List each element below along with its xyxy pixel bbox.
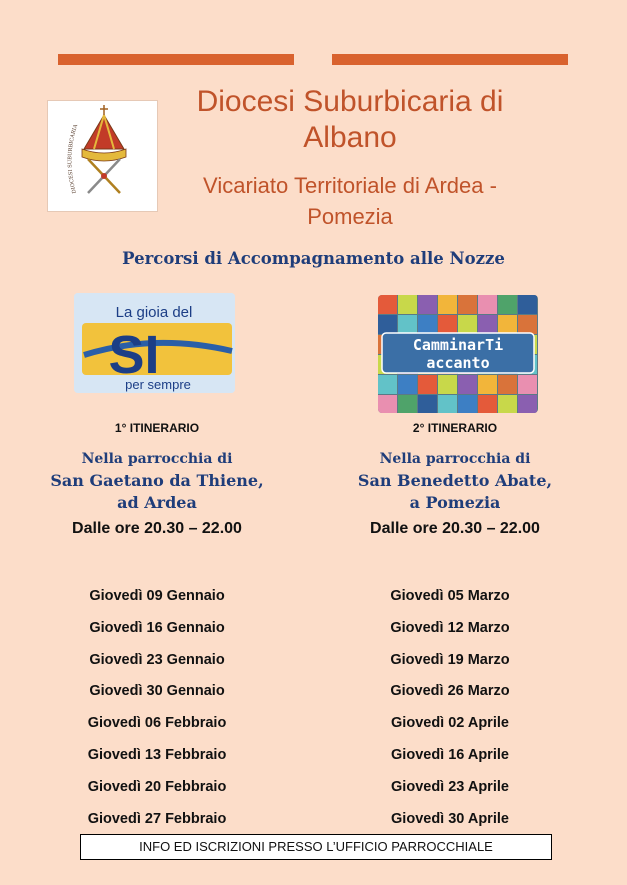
itinerary-1-image-text-top: La gioia del — [115, 304, 193, 321]
mosaic-tile — [498, 395, 517, 413]
itinerary-1-label: 1° ITINERARIO — [114, 421, 200, 435]
mosaic-tile — [398, 375, 417, 394]
page-title: Diocesi Suburbicaria di Albano — [196, 85, 504, 154]
itinerary-2-parish-name: San Benedetto Abate, — [357, 470, 553, 490]
itinerary-2-time: Dalle ore 20.30 – 22.00 — [370, 520, 540, 537]
mosaic-tile — [458, 295, 477, 314]
diocese-logo — [48, 101, 157, 211]
date-item: Giovedì 09 Gennaio — [89, 588, 225, 604]
itinerary-1-image — [74, 293, 235, 393]
mosaic-tile — [458, 315, 477, 334]
itinerary-1-image-text-big: SI — [108, 325, 160, 385]
mosaic-tile — [378, 295, 397, 314]
mosaic-tile — [498, 295, 517, 314]
date-item: Giovedì 30 Gennaio — [89, 683, 225, 700]
mosaic-tile — [458, 395, 477, 413]
date-item: Giovedì 05 Marzo — [390, 588, 510, 604]
mosaic-tile — [378, 395, 397, 413]
top-decorative-bar-right — [332, 54, 568, 65]
mosaic-tile — [518, 395, 537, 413]
itinerary-2-image — [378, 295, 538, 413]
mosaic-tile — [418, 315, 437, 334]
mosaic-tile — [478, 295, 497, 314]
mosaic-tile — [378, 375, 397, 394]
mosaic-tile — [398, 315, 417, 334]
itinerary-2-label: 2° ITINERARIO — [412, 421, 498, 435]
itinerary-1-time: Dalle ore 20.30 – 22.00 — [72, 520, 242, 537]
mosaic-tile — [518, 375, 537, 394]
itinerary-2-parish-place: a Pomezia — [409, 492, 501, 512]
date-item: Giovedì 12 Marzo — [390, 619, 510, 636]
date-item: Giovedì 06 Febbraio — [87, 715, 227, 732]
mosaic-tile — [518, 315, 537, 334]
logo-arc-text: DIOCESI SUBURBICARIA — [67, 123, 80, 194]
itinerary-2-parish-intro: Nella parrocchia di — [379, 451, 531, 467]
mosaic-tile — [478, 375, 497, 394]
section-title: Percorsi di Accompagnamento alle Nozze — [122, 249, 505, 268]
mosaic-tile — [418, 395, 437, 413]
mosaic-tile — [438, 295, 457, 314]
date-item: Giovedì 13 Febbraio — [87, 746, 227, 763]
itinerary-2-parish — [310, 450, 600, 514]
mosaic-tile — [478, 395, 497, 413]
itinerary-1-parish — [12, 450, 302, 514]
date-item: Giovedì 23 Aprile — [391, 778, 509, 795]
mosaic-tile — [478, 315, 497, 334]
date-item: Giovedì 23 Gennaio — [89, 651, 225, 668]
itinerary-1-dates — [12, 583, 302, 837]
date-item: Giovedì 02 Aprile — [391, 715, 509, 732]
itinerary-2-image-text-line1: CamminarTi — [412, 336, 504, 354]
page-subtitle: Vicariato Territoriale di Ardea - Pomezia — [203, 173, 497, 229]
date-item: Giovedì 27 Febbraio — [87, 810, 227, 827]
itinerary-1-parish-name: San Gaetano da Thiene, — [50, 470, 264, 490]
mosaic-tile — [438, 395, 457, 413]
date-item: Giovedì 30 Aprile — [391, 810, 509, 827]
diocese-crest-icon — [48, 101, 157, 211]
itinerary-2-image-text-line2: accanto — [426, 354, 490, 372]
date-item: Giovedì 20 Febbraio — [87, 778, 227, 795]
date-item: Giovedì 16 Gennaio — [89, 619, 225, 636]
date-item: Giovedì 16 Aprile — [391, 746, 509, 763]
itinerary-1-parish-place: ad Ardea — [117, 492, 197, 512]
mosaic-tile — [418, 295, 437, 314]
itinerary-1-parish-intro: Nella parrocchia di — [81, 451, 233, 467]
mosaic-tile — [398, 295, 417, 314]
mosaic-tile — [398, 395, 417, 413]
top-decorative-bar-left — [58, 54, 294, 65]
mosaic-tile — [418, 375, 437, 394]
mosaic-tile — [498, 315, 517, 334]
mosaic-tile — [438, 315, 457, 334]
date-item: Giovedì 26 Marzo — [390, 683, 510, 700]
mosaic-tile — [498, 375, 517, 394]
mosaic-tile — [378, 315, 397, 334]
itinerary-1-image-text-bottom: per sempre — [125, 377, 191, 392]
mosaic-tile — [438, 375, 457, 394]
itinerary-2-dates — [305, 583, 595, 837]
mosaic-tile — [518, 295, 537, 314]
date-item: Giovedì 19 Marzo — [390, 651, 510, 668]
mosaic-tile — [458, 375, 477, 394]
info-footer-box: INFO ED ISCRIZIONI PRESSO L’UFFICIO PARROCCHIALE — [80, 834, 552, 860]
